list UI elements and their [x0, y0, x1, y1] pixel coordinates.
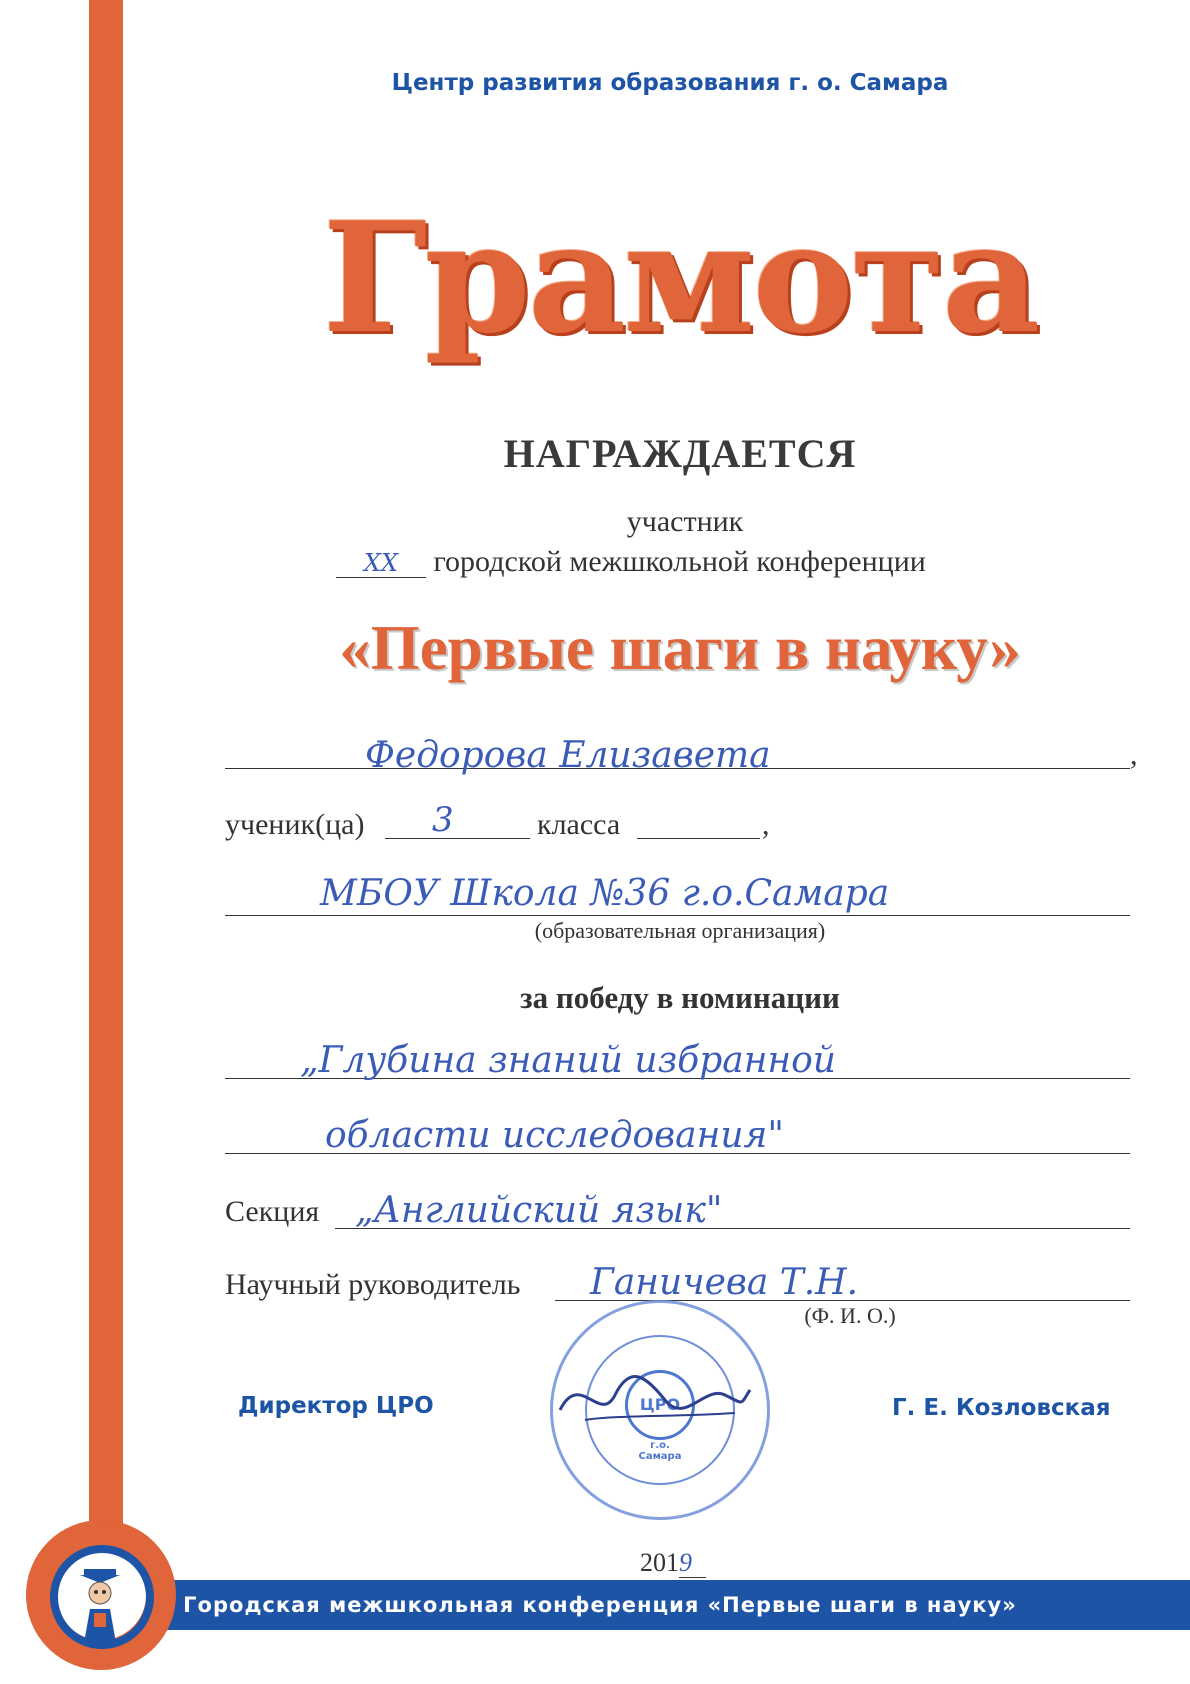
supervisor-label: Научный руководитель [225, 1268, 521, 1301]
left-orange-border [89, 0, 123, 1555]
grade-line [385, 838, 530, 839]
year [640, 1548, 706, 1578]
class-letter-line [637, 838, 760, 839]
section-label: Секция [225, 1195, 320, 1228]
nomination-label: за победу в номинации [520, 980, 840, 1015]
organization-header: Центр развития образования г. о. Самара [391, 70, 949, 96]
conference-text: городской межшкольной конференции [433, 545, 926, 578]
footer-text: Городская межшкольная конференция «Первые шаги в науку» [183, 1593, 1017, 1617]
director-signature-icon [555, 1365, 755, 1435]
supervisor-value: Ганичева Т.Н. [590, 1262, 859, 1303]
nomination-text-1: „Глубина знаний избранной [300, 1040, 836, 1081]
grade-value: 3 [432, 800, 454, 840]
certificate-title: Грамота [322, 188, 1038, 367]
student-name: Федорова Елизавета [365, 735, 771, 776]
name-comma: , [1130, 738, 1138, 771]
conference-line [336, 545, 926, 579]
stamp-center-logo: ЦРО [625, 1370, 695, 1440]
school-caption: (образовательная организация) [534, 918, 826, 943]
scholar-mascot-icon [70, 1565, 130, 1645]
participant-label: участник [626, 505, 744, 538]
conference-title: «Первые шаги в науку» [339, 613, 1021, 683]
section-value: „Английский язык" [355, 1190, 723, 1231]
supervisor-caption: (Ф. И. О.) [804, 1303, 896, 1328]
year-printed: 201 [640, 1548, 679, 1577]
student-label: ученик(ца) [225, 808, 365, 841]
school-line [225, 915, 1130, 916]
stamp-city-text: г.о. Самара [638, 1440, 682, 1462]
nomination-text-2: области исследования" [325, 1115, 784, 1156]
conference-number: XX [336, 549, 426, 578]
director-name: Г. Е. Козловская [892, 1395, 1111, 1421]
director-label: Директор ЦРО [238, 1393, 434, 1419]
awarded-heading: НАГРАЖДАЕТСЯ [503, 431, 857, 476]
school-name: МБОУ Школа №36 г.о.Самара [320, 873, 890, 914]
year-handwritten: 9 [679, 1548, 706, 1578]
class-label: класса [537, 808, 621, 841]
class-comma: , [762, 808, 770, 841]
